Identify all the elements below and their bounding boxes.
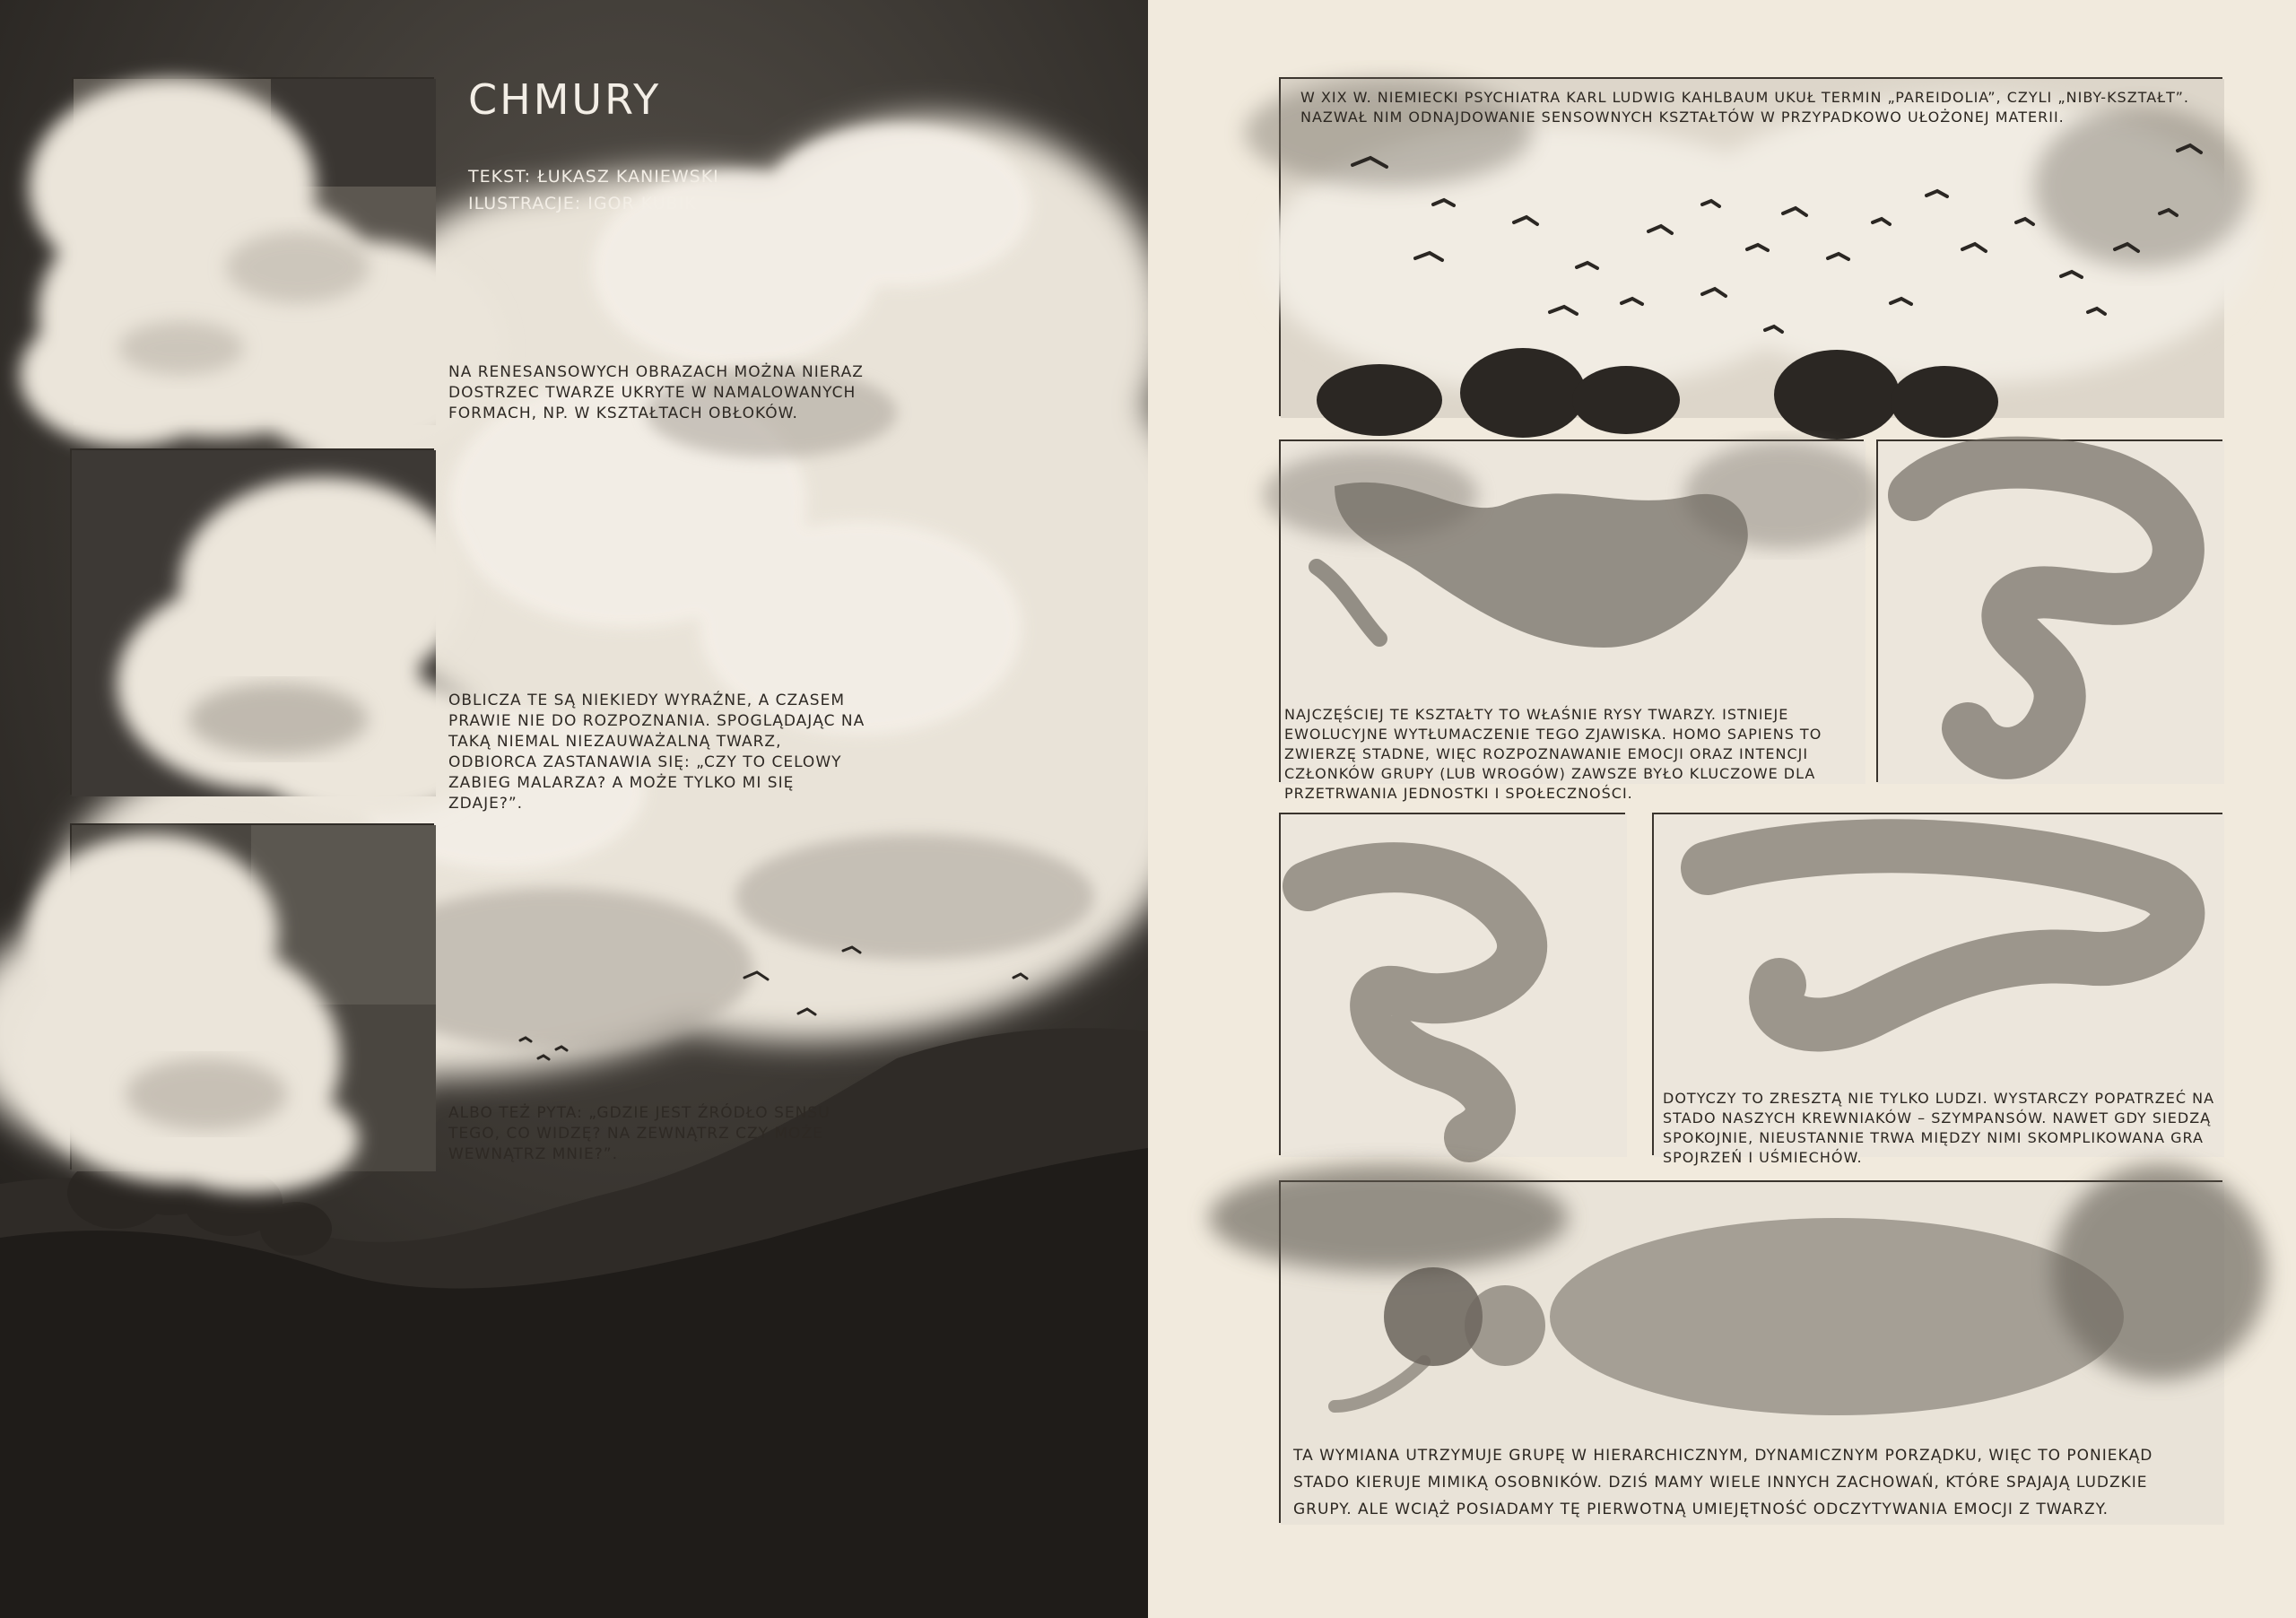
cloud-panel-1: [72, 77, 434, 423]
caption-evolution: NAJCZĘŚCIEJ TE KSZTAŁTY TO WŁAŚNIE RYSY TWARZY. ISTNIEJE EWOLUCYJNE WYTŁUMACZENIE TEGO ZJAWISKA. HOMO SAPIENS TO ZWIERZĘ STADNE, WIĘC ROZPOZNAWANIE EMOCJI ORAZ INTENCJI CZŁONKÓW GRUPY (LUB WROGÓW) ZAWSZE BYŁO KLUCZOWE DLA PRZETRWANIA JEDNOSTKI I SPOŁECZNOŚCI.: [1284, 706, 1822, 802]
caption-hierarchy: TA WYMIANA UTRZYMUJE GRUPĘ W HIERARCHICZNYM, DYNAMICZNYM PORZĄDKU, WIĘC TO PONIEKĄD STADO KIERUJE MIMIKĄ OSOBNIKÓW. DZIŚ MAMY WIELE INNYCH ZACHOWAŃ, KTÓRE SPAJAJĄ LUDZKIE GRUPY. ALE WCIĄŻ POSIADAMY TĘ PIERWOTNĄ UMIEJĘTNOŚĆ ODCZYTYWANIA EMOCJI Z TWARZY.: [1293, 1447, 2153, 1518]
caption-renaissance: NA RENESANSOWYCH OBRAZACH MOŻNA NIERAZ DOSTRZEC TWARZE UKRYTE W NAMALOWANYCH FORMACH, NP. W KSZTAŁTACH OBŁOKÓW.: [448, 363, 864, 422]
caption-chimpanzees: DOTYCZY TO ZRESZTĄ NIE TYLKO LUDZI. WYSTARCZY POPATRZEĆ NA STADO NASZYCH KREWNIAKÓW – SZYMPANSÓW. NAWET GDY SIEDZĄ SPOKOJNIE, NIEUSTANNIE TRWA MIĘDZY NIMI SKOMPLIKOWANA GRA SPOJRZEŃ I UŚMIECHÓW.: [1663, 1090, 2215, 1166]
caption-pareidolia: W XIX W. NIEMIECKI PSYCHIATRA KARL LUDWIG KAHLBAUM UKUŁ TERMIN „PAREIDOLIA”, CZYLI „NIBY-KSZTAŁT”. NAZWAŁ NIM ODNAJDOWANIE SENSOWNYCH KSZTAŁTÓW W PRZYPADKOWO UŁOŻONEJ MATERII.: [1300, 89, 2189, 126]
birds-panel: [1279, 77, 2222, 416]
cloud-face-panel-5: [1279, 1180, 2222, 1523]
illustrator-credit: ILUSTRACJE: IGOR KUBIK: [468, 194, 697, 213]
right-page: [1148, 0, 2296, 1618]
cloud-panel-3: [70, 823, 434, 1170]
author-credit: TEKST: ŁUKASZ KANIEWSKI: [468, 167, 719, 187]
cloud-panel-2: [70, 448, 434, 795]
caption-question: ALBO TEŻ PYTA: „GDZIE JEST ŹRÓDŁO SENSU TEGO, CO WIDZĘ? NA ZEWNĄTRZ CZY MOŻE WEWNĄTRZ MNIE?”.: [448, 1104, 831, 1163]
cloud-face-panel-4: [1652, 813, 2222, 1166]
cloud-face-panel-2: [1876, 439, 2222, 782]
cloud-face-panel-1: [1279, 439, 1864, 802]
caption-faces: OBLICZA TE SĄ NIEKIEDY WYRAŹNE, A CZASEM PRAWIE NIE DO ROZPOZNANIA. SPOGLĄDAJĄC NA TAKĄ NIEMAL NIEZAUWAŻALNĄ TWARZ, ODBIORCA ZASTANAWIA SIĘ: „CZY TO CELOWY ZABIEG MALARZA? A MOŻE TYLKO MI SIĘ ZDAJE?”.: [448, 692, 865, 813]
cloud-face-panel-3: [1279, 813, 1625, 1155]
page-title: CHMURY: [468, 75, 662, 124]
